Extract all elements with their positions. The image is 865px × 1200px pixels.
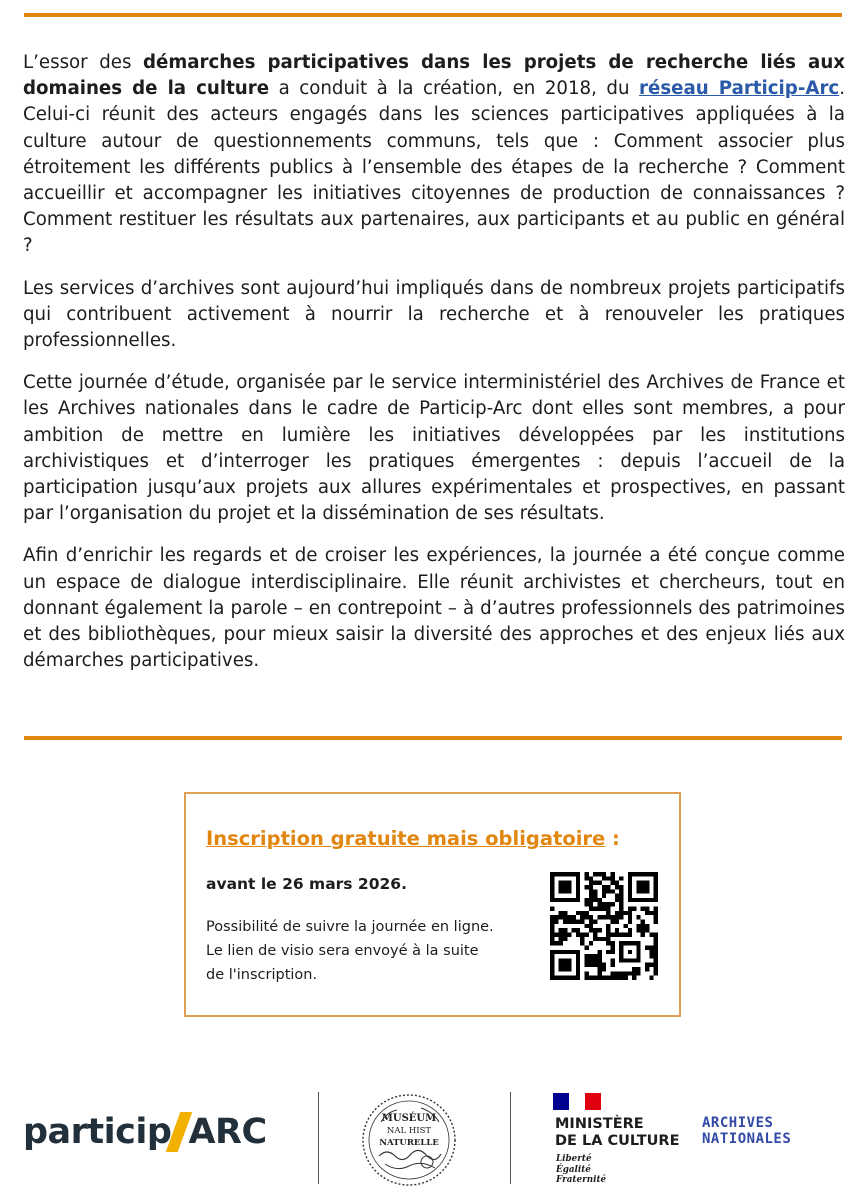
museum-line: NATURELLE	[379, 1138, 439, 1148]
intro-text	[23, 50, 845, 690]
motto-line: Liberté	[556, 1154, 592, 1164]
museum-line: MUSÉUM	[381, 1113, 437, 1124]
ministere-logo	[555, 1116, 680, 1150]
registration-title-suffix: :	[605, 827, 620, 850]
paragraph-1-text: L’essor des	[23, 52, 143, 73]
ministere-line: DE LA CULTURE	[555, 1133, 680, 1149]
museum-seal-icon	[357, 1090, 461, 1190]
top-divider	[24, 13, 842, 17]
logo-divider	[510, 1092, 511, 1184]
logo-divider	[318, 1092, 319, 1184]
paragraph-2: Les services d’archives sont aujourd’hui impliqués dans de nombreux projets participatifs qui contribuent activement à nourrir la recherche et à renouveler les pratiques professionnelles.	[23, 277, 845, 352]
archives-line: NATIONALES	[702, 1131, 792, 1147]
registration-box	[184, 792, 681, 1017]
paragraph-1-text: a conduit à la création, en 2018, du	[269, 78, 640, 100]
paragraph-1-emphasis: démarches participatives dans les projets de recherche liés aux domaines de la culture	[23, 52, 845, 100]
registration-note-line: Le lien de visio sera envoyé à la suite	[206, 943, 479, 959]
registration-link[interactable]: Inscription gratuite mais obligatoire	[206, 827, 606, 850]
particip-logo-text: particip	[23, 1112, 172, 1152]
registration-note-line: Possibilité de suivre la journée en ligne.	[206, 919, 494, 935]
arc-logo-text: ARC	[188, 1112, 267, 1152]
republic-motto	[556, 1154, 606, 1186]
particip-arc-link[interactable]: réseau Particip-Arc	[639, 78, 840, 100]
registration-deadline: avant le 26 mars 2026.	[206, 875, 407, 893]
registration-title	[206, 827, 620, 850]
museum-line: NAL HIST	[386, 1126, 432, 1136]
registration-note-line: de l'inscription.	[206, 967, 318, 983]
paragraph-4: Afin d’enrichir les regards et de croiser les expériences, la journée a été conçue comme un espace de dialogue interdisciplinaire. Elle réunit archivistes et chercheurs, tout en donnant également la parole – en contrepoint – à d’autres professionnels des patrimoines et des bibliothèques, pour mieux saisir la diversité des approches et des enjeux liés aux démarches participatives.	[23, 545, 845, 672]
section-divider	[24, 736, 842, 740]
archives-nationales-logo	[702, 1115, 791, 1147]
paragraph-3: Cette journée d’étude, organisée par le service interministériel des Archives de France et les Archives nationales dans le cadre de Particip-Arc dont elles sont membres, a pour ambition de mettre en lumière les initiatives développées par les institutions archivistiques et d’interroger les pratiques émergentes : depuis l’accueil de la participation jusqu’aux projets aux allures expérimentales et prospectives, en passant par l’organisation du projet et la dissémination de ses résultats.	[23, 372, 845, 525]
qr-code-icon[interactable]	[550, 872, 658, 980]
motto-line: Égalité	[556, 1164, 591, 1175]
paragraph-1	[23, 50, 845, 260]
ministere-line: MINISTÈRE	[555, 1116, 644, 1132]
particip-arc-logo	[23, 1112, 267, 1152]
registration-note	[206, 915, 494, 987]
motto-line: Fraternité	[556, 1175, 607, 1185]
paragraph-1-text: . Celui-ci réunit des acteurs engagés dans les sciences participatives appliquées à la culture autour de questionnements communs, tels que : Comment associer plus étroitement les différents publics à l’ensemble des étapes de la recherche ? Comment accueillir et accompagner les initiatives citoyennes de production de connaissances ? Comment restituer les résultats aux partenaires, aux participants et au public en général ?	[23, 78, 845, 257]
marianne-flag-icon	[553, 1093, 601, 1110]
archives-line: ARCHIVES	[702, 1115, 774, 1131]
